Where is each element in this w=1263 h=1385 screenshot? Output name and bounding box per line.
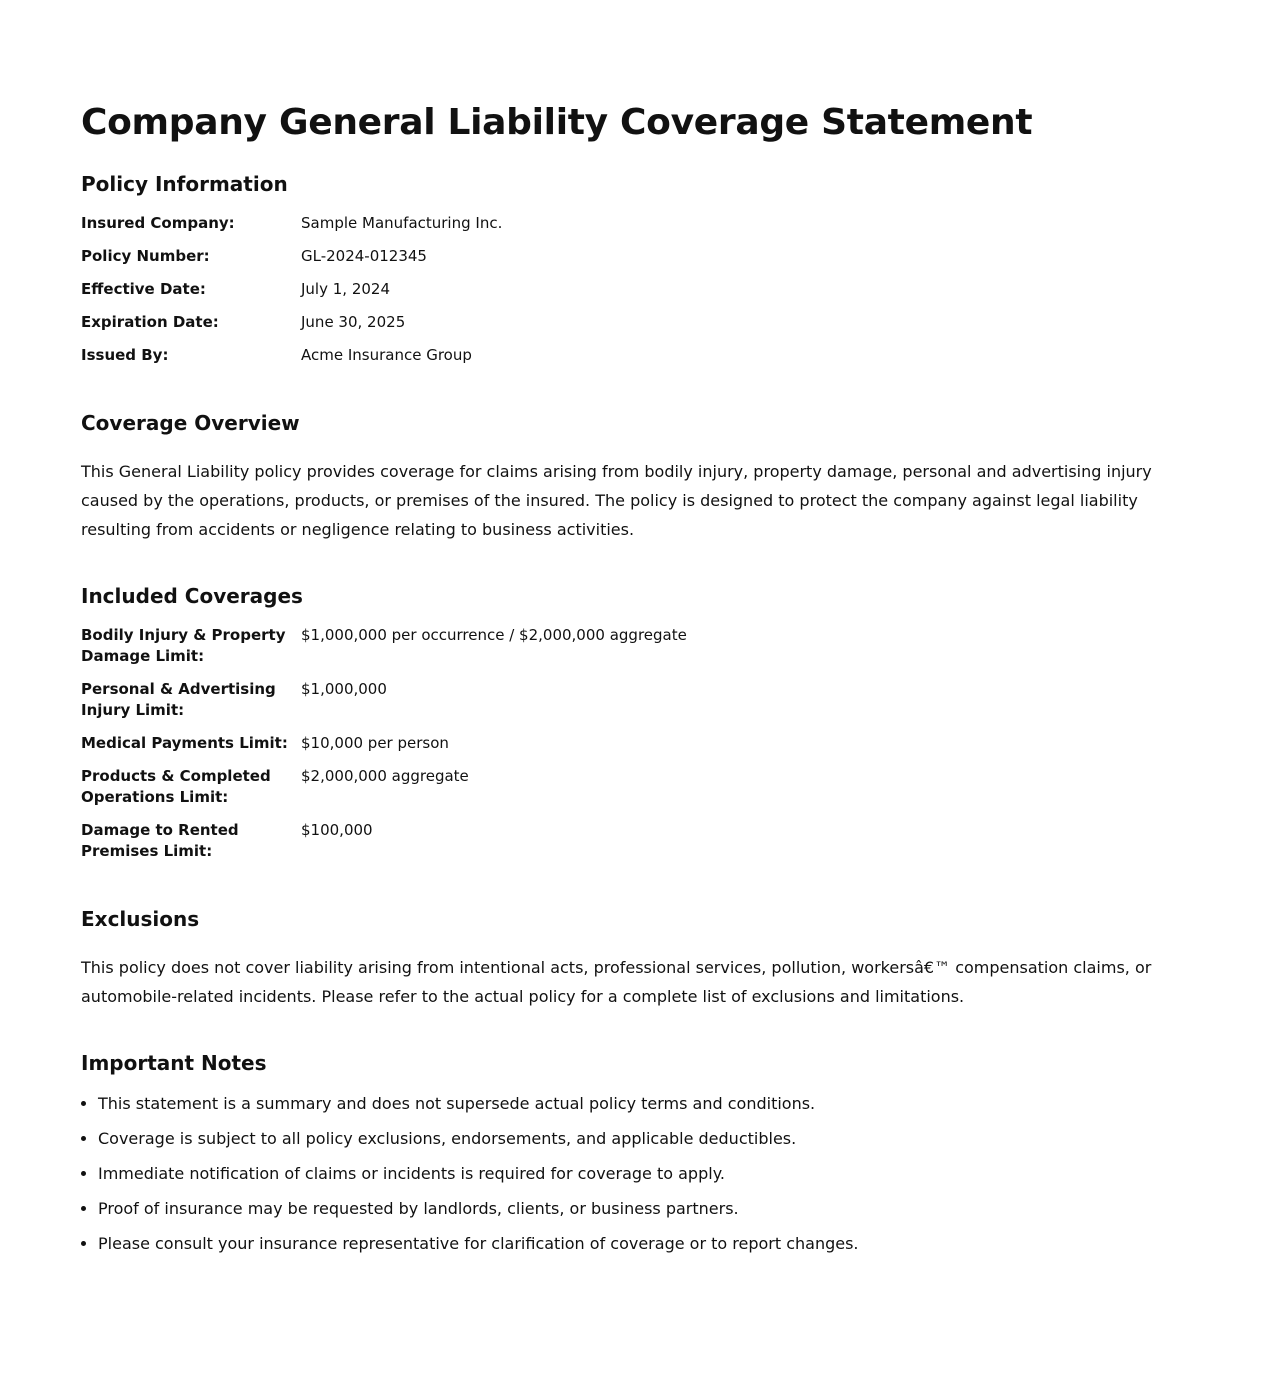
coverage-value: $2,000,000 aggregate [301,767,469,785]
page-title: Company General Liability Coverage Statement [81,102,1033,143]
note-item: • Coverage is subject to all policy exclusions, endorsements, and applicable deductibles. [98,1127,859,1151]
coverage-value: $1,000,000 per occurrence / $2,000,000 aggregate [301,626,687,644]
field-value: GL-2024-012345 [301,247,427,265]
field-value: Acme Insurance Group [301,346,472,364]
important-notes-list [81,1092,859,1267]
coverages-list [81,625,781,874]
coverage-value: $10,000 per person [301,734,449,752]
coverage-row [81,820,781,862]
policy-info-row [81,312,781,333]
coverage-row [81,733,781,754]
coverage-row [81,766,781,808]
note-item: • Immediate notification of claims or incidents is required for coverage to apply. [98,1162,859,1186]
coverage-overview-heading: Coverage Overview [81,411,300,435]
coverage-label: Medical Payments Limit: [81,734,288,752]
field-value: July 1, 2024 [301,280,390,298]
coverage-label: Damage to Rented Premises Limit: [81,821,239,860]
coverage-overview-text: This General Liability policy provides coverage for claims arising from bodily injury, property damage, personal and advertising injury caused by the operations, products, or premises of the insured. The policy is designed to protect the company against legal liability resulting from accidents or negligence relating to business activities. [81,462,1152,539]
field-label: Expiration Date: [81,313,219,331]
note-item: • Please consult your insurance representative for clarification of coverage or to report changes. [98,1232,859,1256]
field-value: June 30, 2025 [301,313,406,331]
policy-info-heading: Policy Information [81,172,288,196]
coverage-row [81,679,781,721]
coverage-label: Bodily Injury & Property Damage Limit: [81,626,286,665]
coverage-label: Products & Completed Operations Limit: [81,767,271,806]
included-coverages-heading: Included Coverages [81,584,303,608]
field-label: Effective Date: [81,280,206,298]
note-item: • This statement is a summary and does not supersede actual policy terms and conditions. [98,1092,859,1116]
exclusions-text: This policy does not cover liability arising from intentional acts, professional services, pollution, workersâ€™ compensation claims, or automobile-related incidents. Please refer to the actual policy for a complete list of exclusions and limitations. [81,958,1152,1006]
important-notes-heading: Important Notes [81,1051,267,1075]
policy-info-list [81,213,781,378]
field-label: Policy Number: [81,247,210,265]
exclusions-heading: Exclusions [81,907,200,931]
coverage-value: $100,000 [301,821,373,839]
policy-info-row [81,246,781,267]
field-value: Sample Manufacturing Inc. [301,214,503,232]
coverage-label: Personal & Advertising Injury Limit: [81,680,276,719]
field-label: Insured Company: [81,214,235,232]
policy-info-row [81,345,781,366]
field-label: Issued By: [81,346,169,364]
policy-info-row [81,279,781,300]
note-item: • Proof of insurance may be requested by landlords, clients, or business partners. [98,1197,859,1221]
coverage-row [81,625,781,667]
coverage-value: $1,000,000 [301,680,387,698]
policy-info-row [81,213,781,234]
